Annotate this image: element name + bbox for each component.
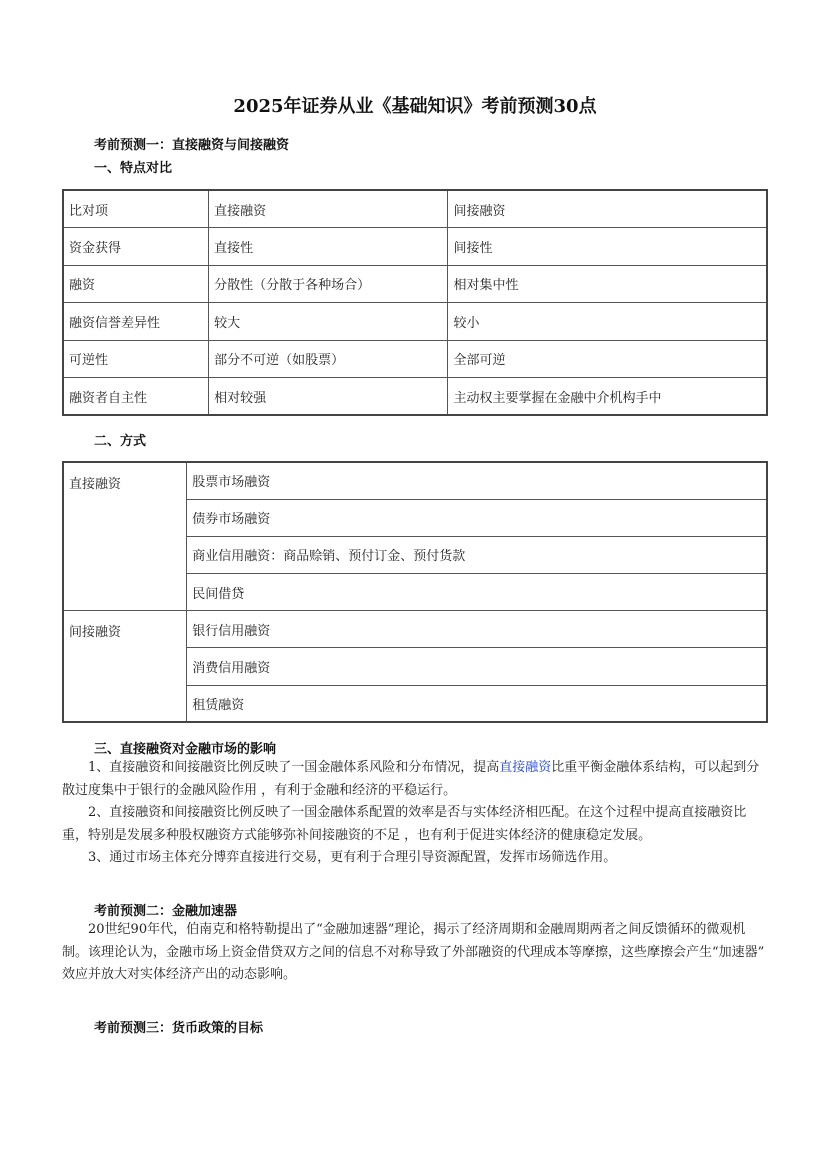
direct-financing-label: 直接融资 [63, 462, 187, 611]
table-cell: 资金获得 [63, 228, 209, 266]
table-row [63, 462, 767, 499]
table-row [63, 228, 767, 266]
table-row [63, 190, 767, 228]
table-cell: 直接性 [209, 228, 448, 266]
methods-table [62, 461, 768, 723]
direct-financing-link[interactable]: 直接融资 [499, 760, 552, 775]
table-cell: 融资信誉差异性 [63, 303, 209, 341]
table-cell: 比对项 [63, 190, 209, 228]
section1-sub3: 三、直接融资对金融市场的影响 [94, 742, 277, 757]
section2-paragraph: 20世纪90年代，伯南克和格特勒提出了“金融加速器”理论，揭示了经济周期和金融周期两者之间反馈循环的微观机制。该理论认为，金融市场上资金借贷双方之间的信息不对称导致了外部融资的代理成本等摩擦，这些摩擦会产生“加速器” 效应并放大对实体经济产出的动态影响。 [62, 922, 765, 982]
table-cell: 主动权主要掌握在金融中介机构手中 [448, 378, 767, 416]
table-cell: 融资者自主性 [63, 378, 209, 416]
table-cell: 消费信用融资 [187, 648, 767, 685]
table-row [63, 611, 767, 648]
paragraph-1 [62, 757, 770, 802]
table-cell: 相对较强 [209, 378, 448, 416]
paragraph-3: 3、通过市场主体充分博弈直接进行交易，更有利于合理引导资源配置，发挥市场筛选作用。 [88, 850, 617, 865]
table-row [63, 378, 767, 416]
paragraph-text: 比重平衡金融体系结构，可以起到分散过度集中于银行的金融风险作用 ，有利于金融和经济的平稳运行。 [62, 760, 760, 798]
table-cell: 间接融资 [448, 190, 767, 228]
table-cell: 间接性 [448, 228, 767, 266]
table-cell: 相对集中性 [448, 265, 767, 303]
table-row [63, 265, 767, 303]
table-cell: 民间借贷 [187, 574, 767, 611]
table-cell: 租赁融资 [187, 685, 767, 722]
table-cell: 股票市场融资 [187, 462, 767, 499]
table-cell: 商业信用融资：商品赊销、预付订金、预付货款 [187, 536, 767, 573]
table-cell: 部分不可逆（如股票） [209, 340, 448, 378]
table-cell: 分散性（分散于各种场合） [209, 265, 448, 303]
table-cell: 银行信用融资 [187, 611, 767, 648]
table-cell: 全部可逆 [448, 340, 767, 378]
table-cell: 较小 [448, 303, 767, 341]
table-cell: 直接融资 [209, 190, 448, 228]
table-cell: 融资 [63, 265, 209, 303]
page-title: 2025年证券从业《基础知识》考前预测30点 [233, 96, 597, 117]
paragraph-2: 2、直接融资和间接融资比例反映了一国金融体系配置的效率是否与实体经济相匹配。在这个过程中提高直接融资比重，特别是发展多种股权融资方式能够弥补间接融资的不足 ，也有利于促进实体经济的健康稳定发展。 [62, 805, 747, 843]
paragraph-text: 1、直接融资和间接融资比例反映了一国金融体系风险和分布情况，提高 [88, 760, 500, 775]
section1-sub1: 一、特点对比 [94, 161, 173, 176]
table-row [63, 340, 767, 378]
section2-heading: 考前预测二：金融加速器 [94, 904, 238, 919]
table-cell: 债券市场融资 [187, 499, 767, 536]
comparison-table [62, 189, 768, 416]
table-row [63, 303, 767, 341]
section3-heading: 考前预测三：货币政策的目标 [94, 1021, 264, 1036]
table-cell: 可逆性 [63, 340, 209, 378]
indirect-financing-label: 间接融资 [63, 611, 187, 723]
section1-sub2: 二、方式 [94, 434, 147, 449]
section1-heading: 考前预测一：直接融资与间接融资 [94, 138, 290, 153]
table-cell: 较大 [209, 303, 448, 341]
